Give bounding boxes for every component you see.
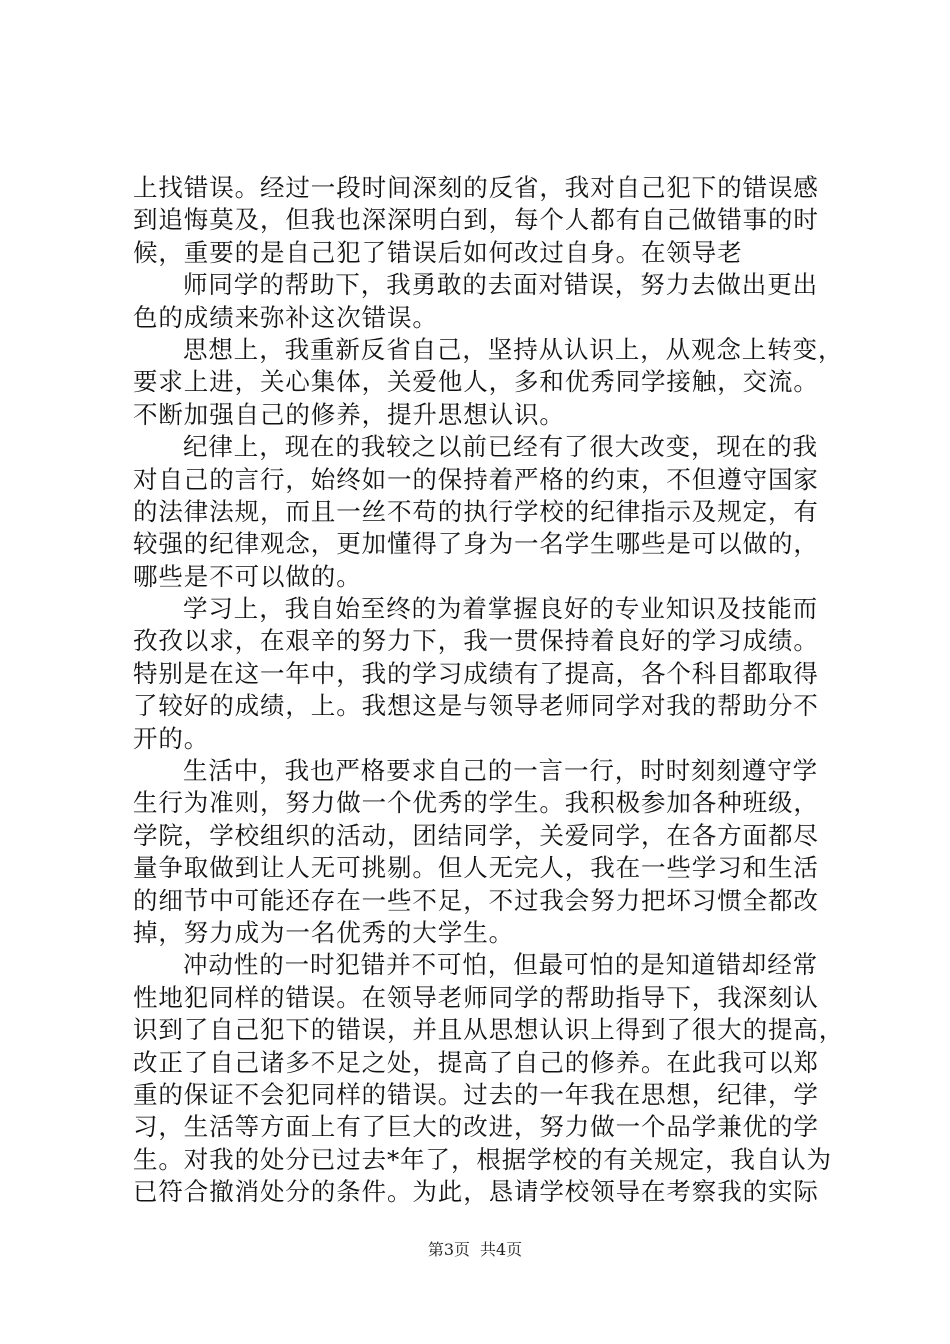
text-line: 的法律法规，而且一丝不苟的执行学校的纪律指示及规定，有 [133, 496, 819, 526]
text-line: 生活中，我也严格要求自己的一言一行，时时刻刻遵守学 [183, 756, 818, 786]
text-line: 改正了自己诸多不足之处，提高了自己的修养。在此我可以郑 [133, 1047, 819, 1077]
text-line: 色的成绩来弥补这次错误。 [133, 302, 438, 332]
text-line: 已符合撤消处分的条件。为此，恳请学校领导在考察我的实际 [133, 1177, 819, 1207]
text-line: 上找错误。经过一段时间深刻的反省，我对自己犯下的错误感 [133, 173, 819, 202]
text-line: 量争取做到让人无可挑剔。但人无完人，我在一些学习和生活 [133, 853, 819, 883]
text-line: 生。对我的处分已过去*年了，根据学校的有关规定，我自认为 [133, 1144, 832, 1174]
page-total: 共4页 [480, 1240, 523, 1259]
text-line: 生行为准则，努力做一个优秀的学生。我积极参加各种班级， [133, 788, 819, 818]
text-line: 较强的纪律观念，更加懂得了身为一名学生哪些是可以做的， [133, 529, 819, 559]
text-line: 哪些是不可以做的。 [133, 561, 362, 591]
text-line: 孜孜以求，在艰辛的努力下，我一贯保持着良好的学习成绩。 [133, 626, 819, 656]
text-line: 习，生活等方面上有了巨大的改进，努力做一个品学兼优的学 [133, 1112, 819, 1142]
text-line: 不断加强自己的修养，提升思想认识。 [133, 399, 565, 429]
text-line: 冲动性的一时犯错并不可怕，但最可怕的是知道错却经常 [183, 950, 818, 980]
text-line: 候，重要的是自己犯了错误后如何改过自身。在领导老 [133, 237, 743, 267]
text-line: 性地犯同样的错误。在领导老师同学的帮助指导下，我深刻认 [133, 982, 819, 1012]
page-number: 第3页 [427, 1240, 470, 1259]
text-line: 了较好的成绩，上。我想这是与领导老师同学对我的帮助分不 [133, 691, 819, 721]
text-line: 要求上进，关心集体，关爱他人，多和优秀同学接触，交流。 [133, 367, 819, 397]
text-line: 重的保证不会犯同样的错误。过去的一年我在思想，纪律，学 [133, 1079, 819, 1109]
text-line: 学习上，我自始至终的为着掌握良好的专业知识及技能而 [183, 594, 818, 624]
text-line: 思想上，我重新反省自己，坚持从认识上，从观念上转变， [183, 334, 844, 364]
text-line: 的细节中可能还存在一些不足，不过我会努力把坏习惯全都改 [133, 885, 819, 915]
text-line: 学院，学校组织的活动，团结同学，关爱同学，在各方面都尽 [133, 820, 819, 850]
text-line: 到追悔莫及，但我也深深明白到，每个人都有自己做错事的时 [133, 205, 819, 235]
page-footer [0, 1240, 950, 1260]
text-line: 开的。 [133, 723, 210, 753]
text-line: 识到了自己犯下的错误，并且从思想认识上得到了很大的提高， [133, 1015, 845, 1045]
text-line: 师同学的帮助下，我勇敢的去面对错误，努力去做出更出 [183, 270, 818, 300]
text-line: 特别是在这一年中，我的学习成绩有了提高，各个科目都取得 [133, 658, 819, 688]
text-line: 掉，努力成为一名优秀的大学生。 [133, 917, 514, 947]
document-body [133, 172, 843, 1209]
text-line: 纪律上，现在的我较之以前已经有了很大改变，现在的我 [183, 432, 818, 462]
text-line: 对自己的言行，始终如一的保持着严格的约束，不但遵守国家 [133, 464, 819, 494]
